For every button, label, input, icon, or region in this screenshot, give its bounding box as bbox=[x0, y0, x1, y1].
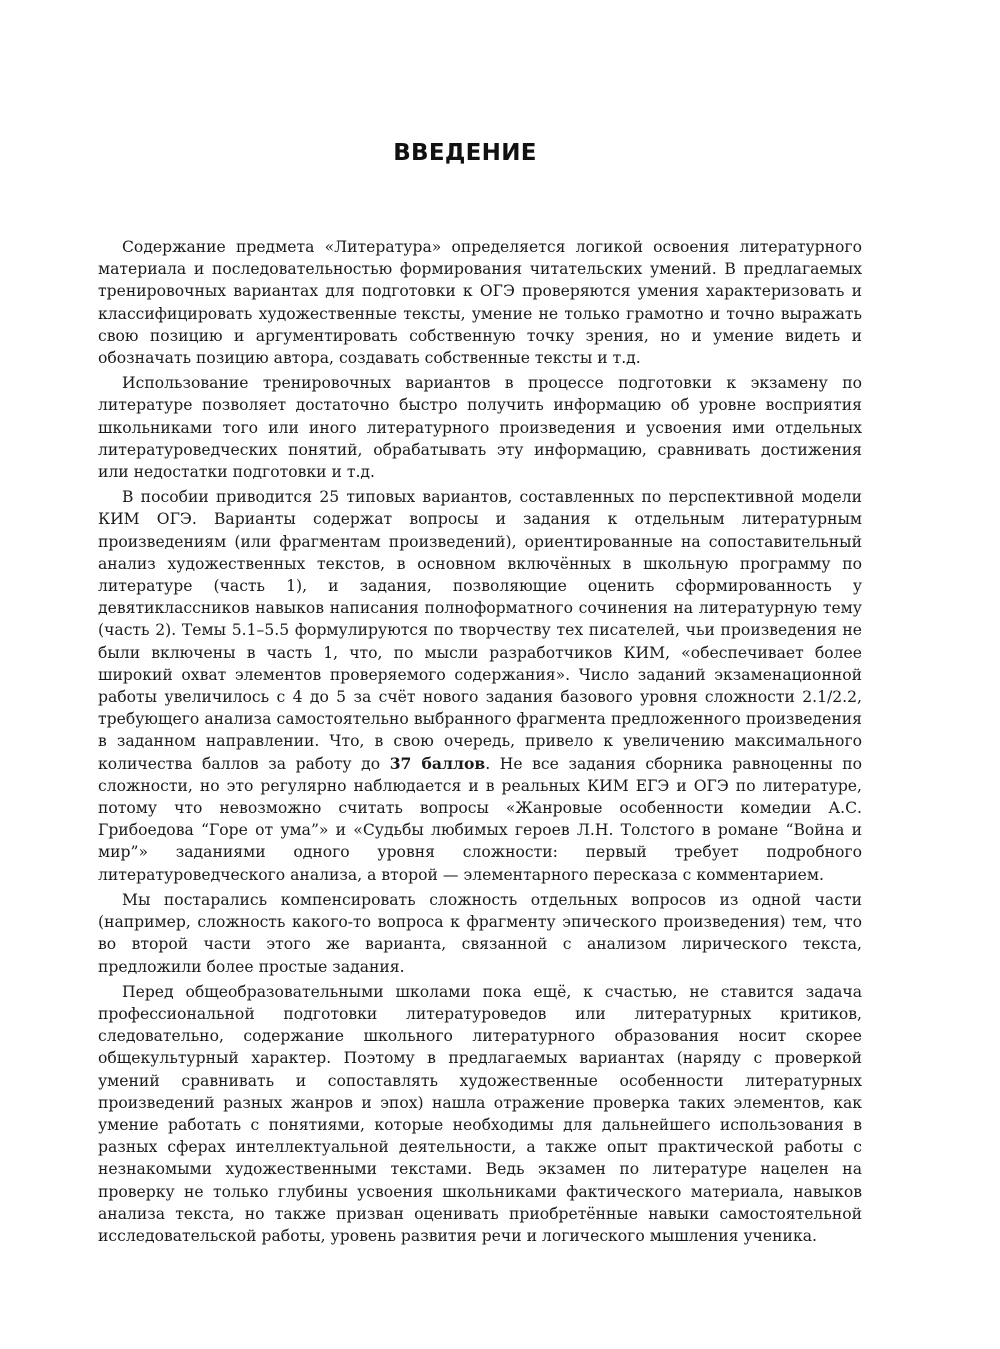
paragraph-5: Перед общеобразовательными школами пока ещё, к счастью, не ставится задача профессиональной подготовки литературоведов или литературных критиков, следовательно, содержание школьного литературного образования носит скорее общекультурный характер. Поэтому в предлагаемых вариантах (наряду с проверкой умений сравнивать и сопоставлять художественные особенности литературных произведений разных жанров и эпох) нашла отражение проверка таких элементов, как умение работать с понятиями, которые необходимы для дальнейшего использования в разных сферах интеллектуальной деятельности, а также опыт практической работы с незнакомыми художественными текстами. Ведь экзамен по литературе нацелен на проверку не только глубины усвоения школьниками фактического материала, навыков анализа текста, но также призван оценивать приобретённые навыки самостоятельной исследовательской работы, уровень развития речи и логического мышления ученика. bbox=[98, 982, 862, 1245]
paragraph-3 bbox=[98, 486, 862, 886]
max-score-emphasis: 37 баллов bbox=[389, 753, 486, 773]
paragraph-3-text-start: В пособии приводится 25 типовых вариантов, составленных по перспективной модели КИМ ОГЭ. Варианты содержат вопросы и задания к отдельным литературным произведениям (или фрагментам произведений), ориентированные на сопоставительный анализ художественных текстов, в основном включённых в школьную программу по литературе (часть 1), и задания, позволяющие оценить сформированность у девятиклассников навыков написания полноформатного сочинения на литературную тему (часть 2). Темы 5.1–5.5 формулируются по творчеству тех писателей, чьи произведения не были включены в часть 1, что, по мысли разработчиков КИМ, «обеспечивает более широкий охват элементов проверяемого содержания». Число заданий экзаменационной работы увеличилось с 4 до 5 за счёт нового задания базового уровня сложности 2.1/2.2, требующего анализа самостоятельно выбранного фрагмента предложенного произведения в заданном направлении. Что, в свою очередь, привело к увеличению максимального количества баллов за работу до bbox=[98, 488, 862, 773]
paragraph-1: Содержание предмета «Литература» определяется логикой освоения литературного материала и последовательностью формирования читательских умений. В предлагаемых тренировочных вариантах для подготовки к ОГЭ проверяются умения характеризовать и классифицировать художественные тексты, умение не только грамотно и точно выражать свою позицию и аргументировать собственную точку зрения, но и умение видеть и обозначать позицию автора, создавать собственные тексты и т.д. bbox=[98, 238, 862, 368]
paragraph-2: Использование тренировочных вариантов в процессе подготовки к экзамену по литературе позволяет достаточно быстро получить информацию об уровне восприятия школьниками того или иного литературного произведения и усвоения ими отдельных литературоведческих понятий, обрабатывать эту информацию, сравнивать достижения или недостатки подготовки и т.д. bbox=[98, 374, 862, 482]
paragraph-3-text-end: . Не все задания сборника равноценны по сложности, но это регулярно наблюдается и в реальных КИМ ЕГЭ и ОГЭ по литературе, потому что невозможно считать вопросы «Жанровые особенности комедии А.С. Грибоедова “Горе от ума”» и «Судьбы любимых героев Л.Н. Толстого в романе “Война и мир”» заданиями одного уровня сложности: первый требует подробного литературоведческого анализа, а второй — элементарного пересказа с комментарием. bbox=[98, 754, 862, 884]
page-title: ВВЕДЕНИЕ bbox=[393, 140, 537, 166]
paragraph-4: Мы постарались компенсировать сложность отдельных вопросов из одной части (например, сложность какого-то вопроса к фрагменту эпического произведения) тем, что во второй части этого же варианта, связанной с анализом лирического текста, предложили более простые задания. bbox=[98, 890, 862, 976]
introduction-body bbox=[98, 236, 862, 1250]
